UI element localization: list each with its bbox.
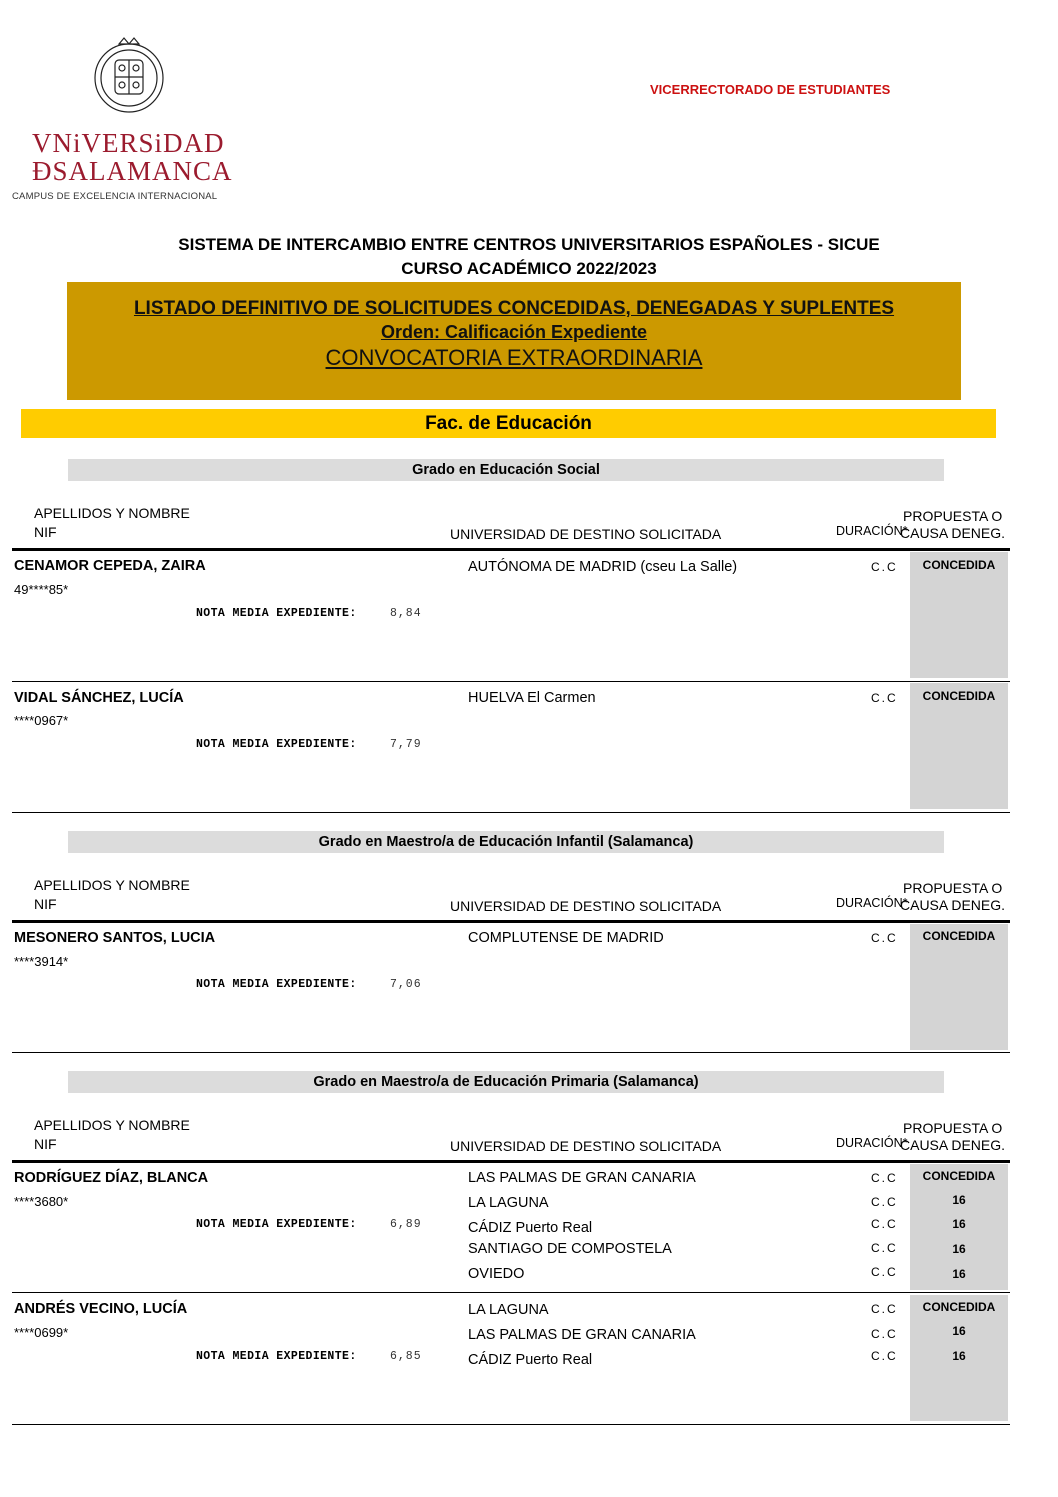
row-rule [12,812,1010,813]
call-label: CONVOCATORIA EXTRAORDINARIA [325,345,703,370]
duration: C.C [871,1171,898,1185]
row-rule [12,681,1010,682]
result: CONCEDIDA [922,558,996,572]
col-name-header: APELLIDOS Y NOMBRE [34,505,190,521]
duration: C.C [871,1349,898,1363]
destination: OVIEDO [468,1266,525,1282]
col-nif-header: NIF [34,1136,57,1152]
university-name-line1: VNiVERSiDAD [32,128,225,158]
destination: CÁDIZ Puerto Real [468,1352,593,1368]
col-name-header: APELLIDOS Y NOMBRE [34,1117,190,1133]
order-label: Orden: Calificación Expediente [380,322,648,342]
destination: LAS PALMAS DE GRAN CANARIA [468,1327,696,1343]
nota-label: NOTA MEDIA EXPEDIENTE: [196,1350,357,1363]
academic-year: CURSO ACADÉMICO 2022/2023 [401,259,657,278]
destination: COMPLUTENSE DE MADRID [468,930,664,946]
destination: SANTIAGO DE COMPOSTELA [468,1241,672,1257]
col-cause-header: CAUSA DENEG. [900,525,1006,541]
duration: C.C [871,1241,898,1255]
col-duration-header: DURACIÓN* [836,1136,908,1150]
nota-value: 8,84 [390,607,422,620]
duration: C.C [871,1195,898,1209]
col-proposal-header: PROPUESTA O [903,508,1003,524]
faculty-banner: Fac. de Educación [21,409,996,438]
result: CONCEDIDA [922,1300,996,1314]
student-nif: 49****85* [14,582,69,597]
program-title: SISTEMA DE INTERCAMBIO ENTRE CENTROS UNIVERSITARIOS ESPAÑOLES - SICUE [178,235,880,254]
university-logo [12,34,233,202]
col-cause-header: CAUSA DENEG. [900,1137,1006,1153]
nota-label: NOTA MEDIA EXPEDIENTE: [196,738,357,751]
campus-label: CAMPUS DE EXCELENCIA INTERNACIONAL [12,191,218,202]
duration: C.C [871,691,898,705]
nota-label: NOTA MEDIA EXPEDIENTE: [196,1218,357,1231]
col-proposal-header: PROPUESTA O [903,1120,1003,1136]
col-name-header: APELLIDOS Y NOMBRE [34,877,190,893]
result: 16 [952,1267,966,1281]
list-title-banner [67,282,961,400]
student-name: CENAMOR CEPEDA, ZAIRA [14,558,206,574]
col-destination-header: UNIVERSIDAD DE DESTINO SOLICITADA [450,1138,722,1154]
header-rule [12,920,1010,923]
destination: HUELVA El Carmen [468,690,596,706]
student-nif: ****3914* [14,954,69,969]
student-name: VIDAL SÁNCHEZ, LUCÍA [14,690,184,706]
university-name-line2: ÐSALAMANCA [32,156,233,186]
result: 16 [952,1324,966,1338]
row-rule [12,1292,1010,1293]
nota-value: 6,85 [390,1350,422,1363]
result: 16 [952,1217,966,1231]
col-duration-header: DURACIÓN* [836,896,908,910]
result: CONCEDIDA [922,1169,996,1183]
destination: CÁDIZ Puerto Real [468,1220,593,1236]
col-duration-header: DURACIÓN* [836,524,908,538]
result: CONCEDIDA [922,689,996,703]
nota-value: 7,79 [390,738,422,751]
header-rule [12,548,1010,551]
nota-value: 6,89 [390,1218,422,1231]
col-proposal-header: PROPUESTA O [903,880,1003,896]
degree-heading: Grado en Educación Social [68,459,944,481]
col-cause-header: CAUSA DENEG. [900,897,1006,913]
student-nif: ****3680* [14,1194,69,1209]
result: 16 [952,1242,966,1256]
duration: C.C [871,560,898,574]
student-nif: ****0967* [14,713,69,728]
col-nif-header: NIF [34,524,57,540]
nota-value: 7,06 [390,978,422,991]
vicerrectorado-label: VICERRECTORADO DE ESTUDIANTES [650,82,891,97]
result: 16 [952,1349,966,1363]
student-name: RODRÍGUEZ DÍAZ, BLANCA [14,1170,209,1186]
student-name: ANDRÉS VECINO, LUCÍA [14,1301,188,1317]
row-rule [12,1052,1010,1053]
row-rule [12,1424,1010,1425]
duration: C.C [871,1265,898,1279]
list-title: LISTADO DEFINITIVO DE SOLICITUDES CONCEDIDAS, DENEGADAS Y SUPLENTES [133,298,895,319]
degree-heading: Grado en Maestro/a de Educación Primaria (Salamanca) [68,1071,944,1093]
duration: C.C [871,1327,898,1341]
student-name: MESONERO SANTOS, LUCIA [14,930,216,946]
destination: AUTÓNOMA DE MADRID (cseu La Salle) [468,559,738,575]
destination: LA LAGUNA [468,1195,549,1211]
duration: C.C [871,1302,898,1316]
university-crest-icon [74,34,184,118]
duration: C.C [871,931,898,945]
student-nif: ****0699* [14,1325,69,1340]
result: CONCEDIDA [922,929,996,943]
degree-heading: Grado en Maestro/a de Educación Infantil (Salamanca) [68,831,944,853]
destination: LA LAGUNA [468,1302,549,1318]
nota-label: NOTA MEDIA EXPEDIENTE: [196,607,357,620]
col-nif-header: NIF [34,896,57,912]
duration: C.C [871,1217,898,1231]
header-rule [12,1160,1010,1163]
nota-label: NOTA MEDIA EXPEDIENTE: [196,978,357,991]
col-destination-header: UNIVERSIDAD DE DESTINO SOLICITADA [450,526,722,542]
destination: LAS PALMAS DE GRAN CANARIA [468,1170,696,1186]
col-destination-header: UNIVERSIDAD DE DESTINO SOLICITADA [450,898,722,914]
result: 16 [952,1193,966,1207]
